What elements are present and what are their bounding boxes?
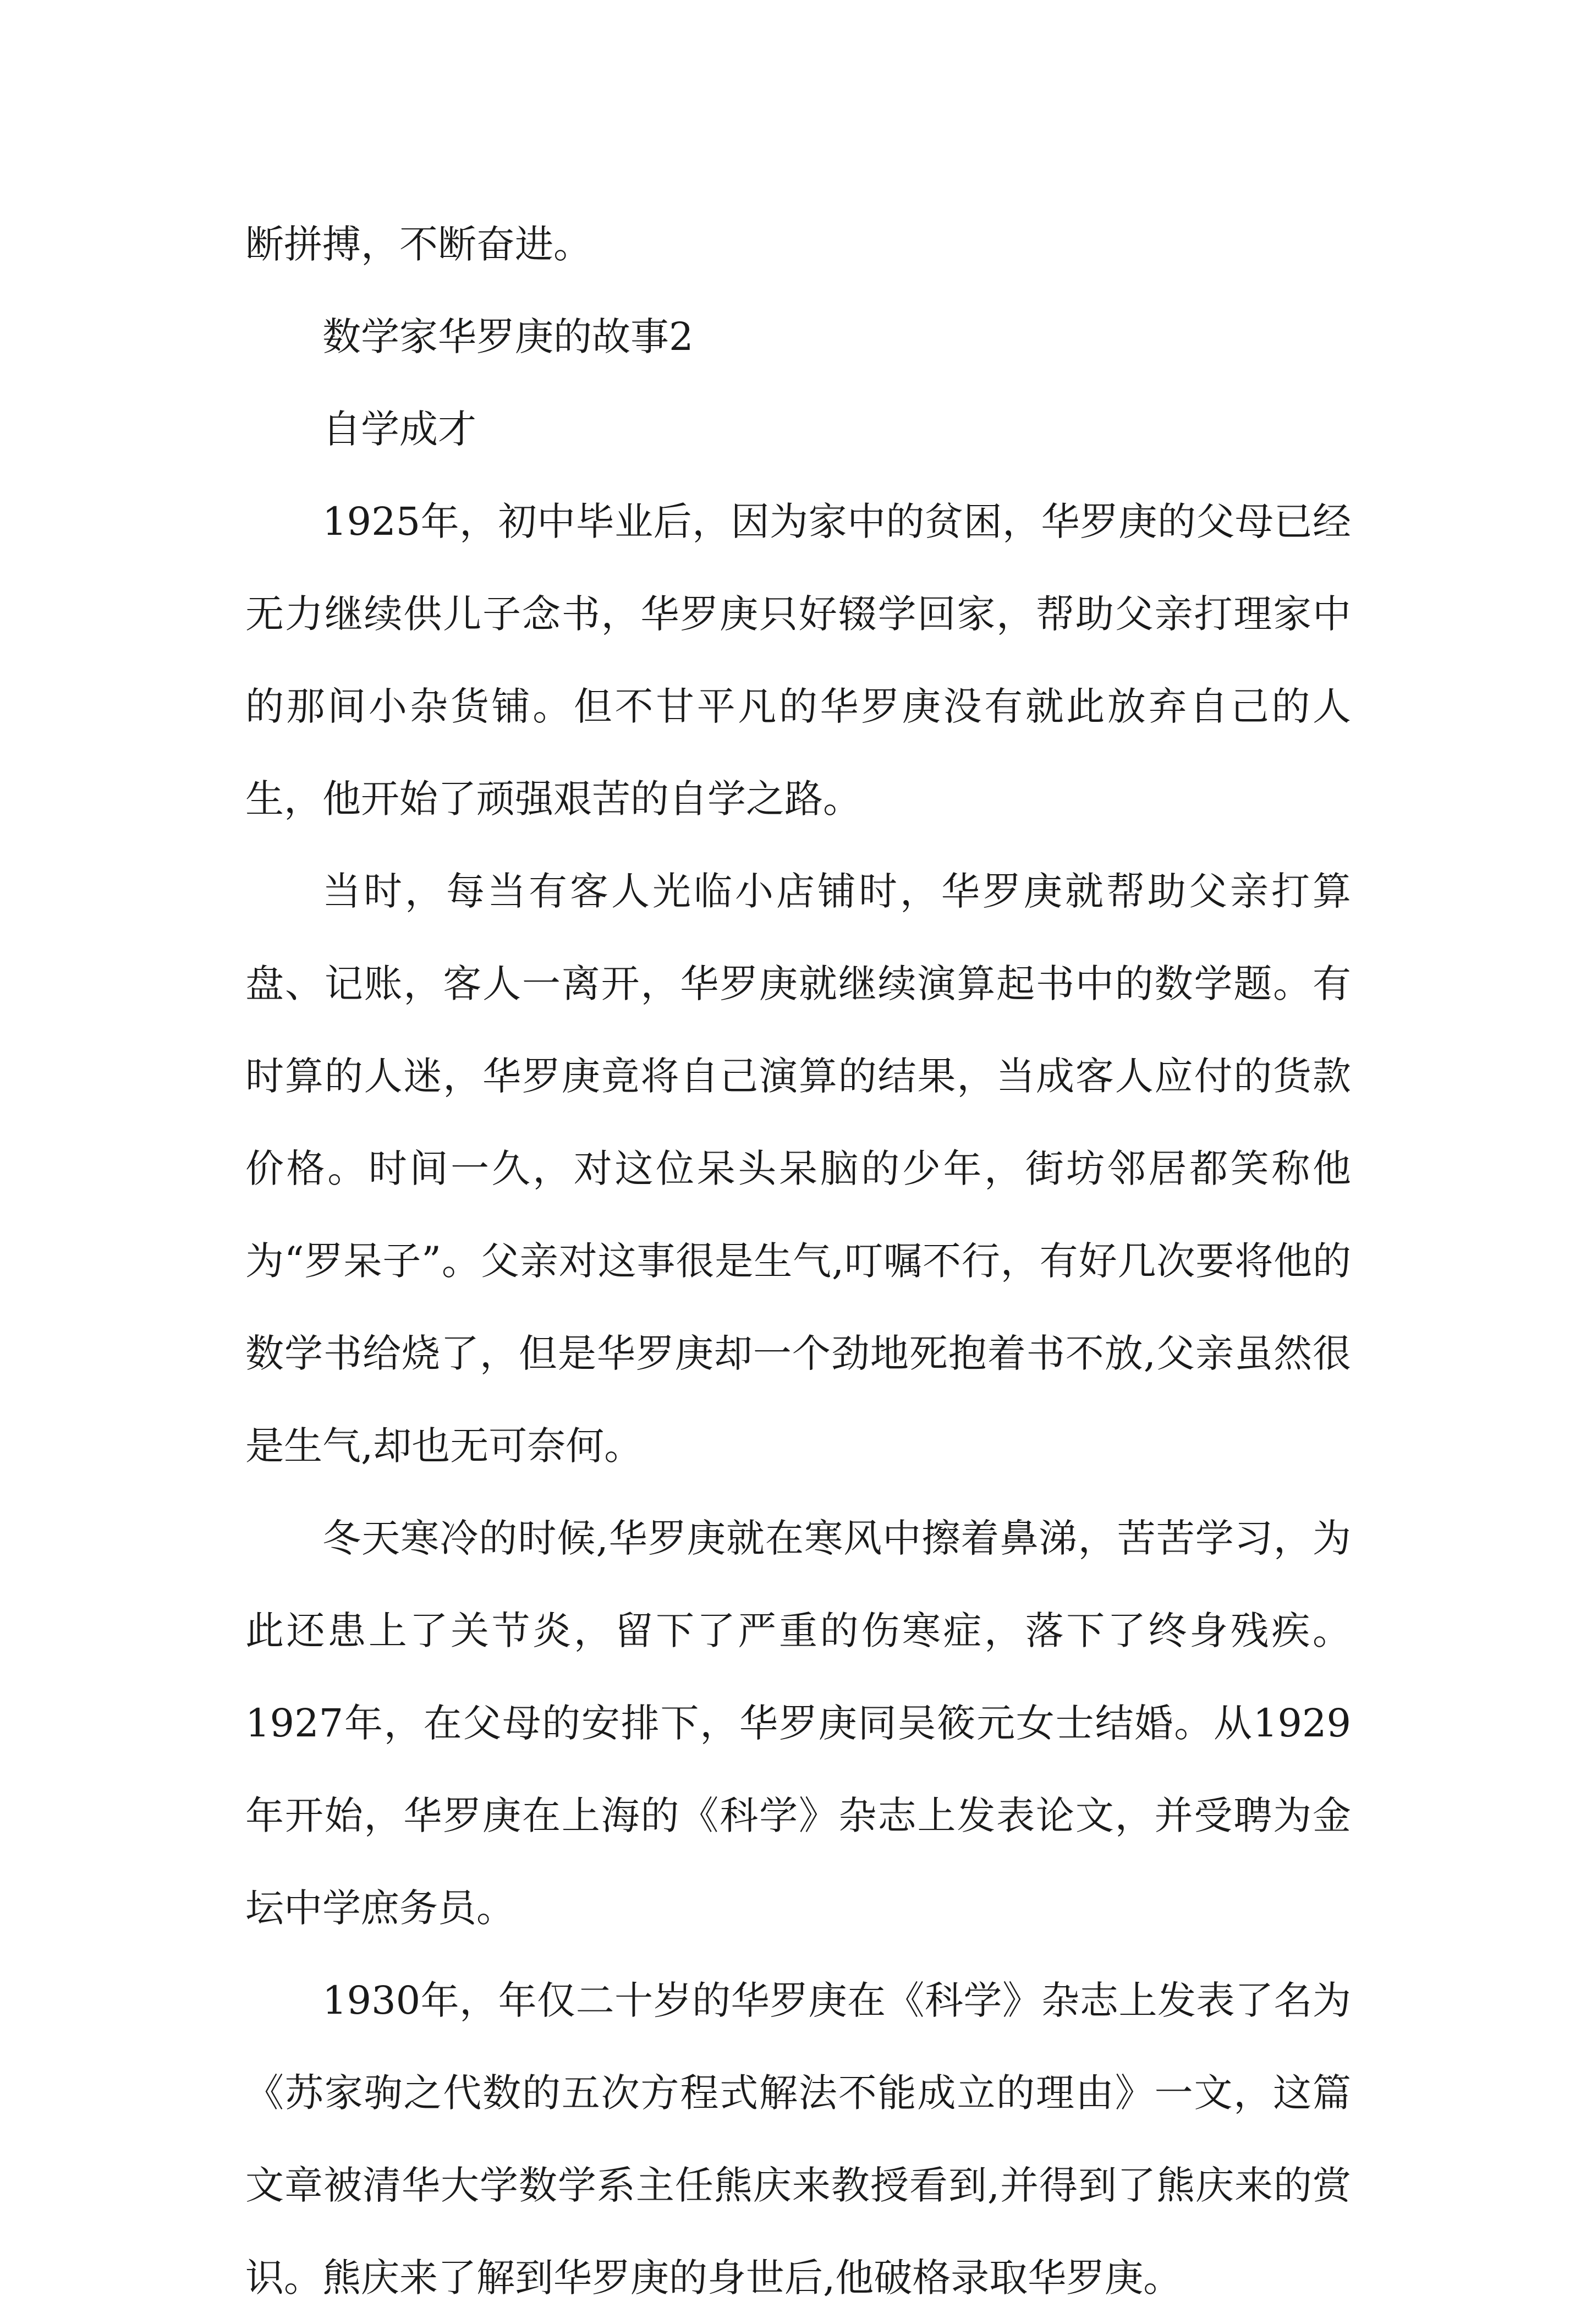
section-subheading: 自学成才 xyxy=(322,407,476,452)
paragraph-shop: 当时，每当有客人光临小店铺时，华罗庚就帮助父亲打算盘、记账，客人一离开，华罗庚就继续演算起书中的数学题。有时算的人迷，华罗庚竟将自己演算的结果，当成客人应付的货款价格。时间一久，对这位呆头呆脑的少年，街坊邻居都笑称他为“罗呆子”。父亲对这事很是生气,叮嘱不行，有好几次要将他的数学书给烧了，但是华罗庚却一个劲地死抱着书不放,父亲虽然很是生气,却也无可奈何。 xyxy=(245,869,1351,1468)
paragraph-1925: 1925年，初中毕业后，因为家中的贫困，华罗庚的父母已经无力继续供儿子念书，华罗庚只好辍学回家，帮助父亲打理家中的那间小杂货铺。但不甘平凡的华罗庚没有就此放弃自己的人生，他开始了顽强艰苦的自学之路。 xyxy=(245,499,1351,821)
paragraph-continuation: 断拼搏，不断奋进。 xyxy=(245,222,592,267)
document-body xyxy=(245,198,1351,2324)
paragraph-winter: 冬天寒冷的时候,华罗庚就在寒风中擦着鼻涕，苦苦学习，为此还患上了关节炎，留下了严重的伤寒症，落下了终身残疾。1927年，在父母的安排下，华罗庚同吴筱元女士结婚。从1929年开始，华罗庚在上海的《科学》杂志上发表论文，并受聘为金坛中学庶务员。 xyxy=(245,1516,1351,1931)
paragraph-1930: 1930年，年仅二十岁的华罗庚在《科学》杂志上发表了名为《苏家驹之代数的五次方程式解法不能成立的理由》一文，这篇文章被清华大学数学系主任熊庆来教授看到,并得到了熊庆来的赏识。熊庆来了解到华罗庚的身世后,他破格录取华罗庚。 xyxy=(245,1978,1351,2300)
section-heading: 数学家华罗庚的故事2 xyxy=(322,314,694,359)
